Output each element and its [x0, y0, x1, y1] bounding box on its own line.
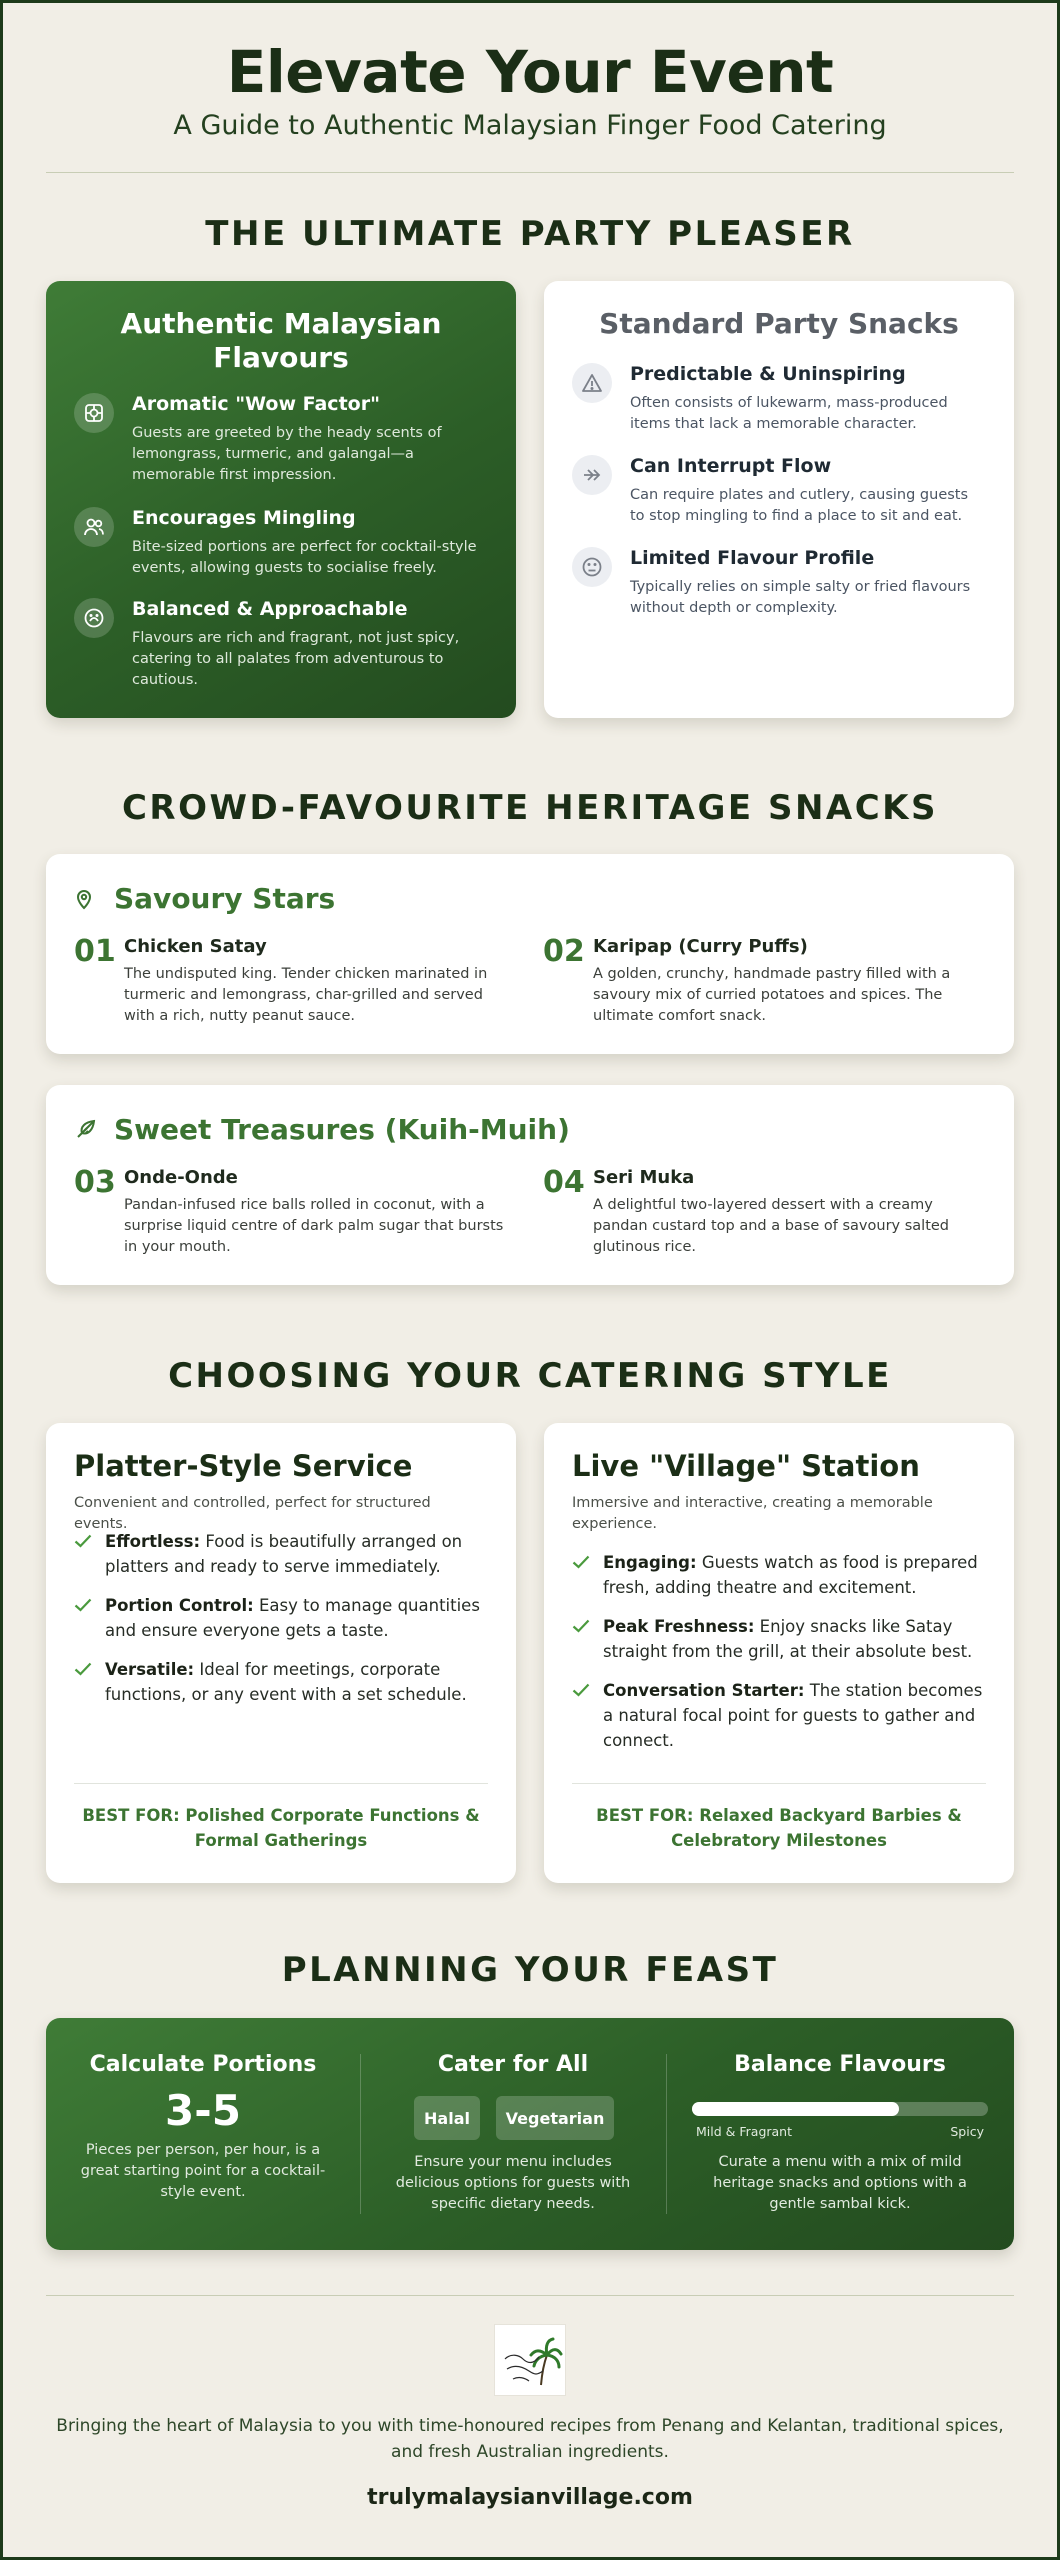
card-subtitle: Convenient and controlled, perfect for structured events. [74, 1495, 431, 1532]
standard-snacks-card [544, 281, 1014, 718]
snack-name: Onde-Onde [124, 1167, 238, 1188]
card-title: Live "Village" Station [572, 1449, 920, 1483]
feature-desc: Flavours are rich and fragrant, not just spicy, catering to all palates from adventurous to cautious. [132, 630, 460, 688]
card-title: Platter-Style Service [74, 1449, 413, 1483]
feature-title: Limited Flavour Profile [630, 547, 875, 569]
feature-desc: Bite-sized portions are perfect for cocktail-style events, allowing guests to socialise freely. [132, 539, 477, 576]
smile-icon [74, 598, 114, 638]
section-heading-heritage: CROWD-FAVOURITE HERITAGE SNACKS [121, 788, 939, 828]
halal-tag: Halal [414, 2096, 480, 2140]
balance-column [666, 2018, 1014, 2250]
card-title: Standard Party Snacks [599, 307, 959, 340]
benefit-label: Engaging: [603, 1553, 697, 1572]
sweet-treasures-card [46, 1085, 1014, 1285]
benefit-text: Enjoy snacks like Satay straight from the grill, at their absolute best. [603, 1617, 973, 1661]
feature-title: Balanced & Approachable [132, 598, 408, 620]
snack-name: Chicken Satay [124, 936, 267, 957]
check-icon [74, 1661, 94, 1680]
portion-number: 3-5 [165, 2086, 241, 2135]
benefit-label: Peak Freshness: [603, 1617, 755, 1636]
column-title: Cater for All [437, 2052, 589, 2077]
benefit-label: Conversation Starter: [603, 1681, 805, 1700]
savoury-stars-card [46, 854, 1014, 1054]
snack-number: 02 [543, 934, 585, 969]
platter-style-card [46, 1423, 516, 1883]
malaysian-flavours-card [46, 281, 516, 718]
check-icon [572, 1554, 592, 1573]
brand-logo [494, 2324, 566, 2396]
feature-title: Encourages Mingling [132, 507, 356, 529]
category-title: Savoury Stars [114, 882, 336, 915]
snack-desc: Pandan-infused rice balls rolled in coconut, with a surprise liquid centre of dark palm sugar that bursts in your mouth. [124, 1197, 504, 1255]
column-desc: Curate a menu with a mix of mild heritage snacks and options with a gentle sambal kick. [713, 2154, 967, 2212]
check-icon [74, 1597, 94, 1616]
feature-title: Predictable & Uninspiring [630, 363, 906, 385]
snack-name: Seri Muka [593, 1167, 695, 1188]
footer-tagline: Bringing the heart of Malaysia to you with time-honoured recipes from Penang and Kelantan, traditional spices, and fresh Australian ingredients. [56, 2416, 1004, 2462]
vegetarian-tag: Vegetarian [496, 2096, 614, 2140]
snack-number: 04 [543, 1165, 585, 1200]
feature-desc: Typically relies on simple salty or fried flavours without depth or complexity. [630, 579, 971, 616]
section-heading-pleaser: THE ULTIMATE PARTY PLEASER [205, 214, 855, 254]
feature-desc: Guests are greeted by the heady scents of lemongrass, turmeric, and galangal—a memorable first impression. [132, 425, 442, 483]
mild-label: Mild & Fragrant [696, 2124, 792, 2139]
best-for-label: BEST FOR: Polished Corporate Functions & Formal Gatherings [82, 1806, 480, 1850]
divider [46, 172, 1014, 173]
page-subtitle: A Guide to Authentic Malaysian Finger Food Catering [173, 110, 887, 141]
snack-number: 03 [74, 1165, 116, 1200]
benefit-label: Portion Control: [105, 1596, 254, 1615]
benefit-text: Guests watch as food is prepared fresh, adding theatre and excitement. [603, 1553, 978, 1597]
arrows-icon [572, 455, 612, 495]
location-pin-icon [74, 884, 102, 917]
category-heading [74, 882, 335, 917]
cater-column [360, 2018, 666, 2250]
portions-column [46, 2018, 360, 2250]
spice-level-bar [692, 2102, 988, 2116]
section-heading-planning: PLANNING YOUR FEAST [281, 1950, 779, 1990]
column-desc: Ensure your menu includes delicious options for guests with specific dietary needs. [395, 2154, 631, 2212]
card-subtitle: Immersive and interactive, creating a memorable experience. [572, 1495, 933, 1532]
snack-number: 01 [74, 934, 116, 969]
benefit-text: Ideal for meetings, corporate functions, or any event with a set schedule. [105, 1660, 467, 1704]
website-link[interactable]: trulymalaysianvillage.com [367, 2485, 693, 2510]
column-title: Calculate Portions [89, 2052, 317, 2077]
neutral-face-icon [572, 547, 612, 587]
benefit-text: The station becomes a natural focal point for guests to gather and connect. [603, 1681, 983, 1750]
benefit-text: Easy to manage quantities and ensure everyone gets a taste. [105, 1596, 480, 1640]
snack-desc: A golden, crunchy, handmade pastry filled with a savoury mix of curried potatoes and spices. The ultimate comfort snack. [593, 966, 951, 1024]
snack-desc: The undisputed king. Tender chicken marinated in turmeric and lemongrass, char-grilled and served with a rich, nutty peanut sauce. [124, 966, 488, 1024]
planning-panel [46, 2018, 1014, 2250]
page-title: Elevate Your Event [226, 38, 834, 106]
leaf-icon [74, 1115, 102, 1148]
divider [572, 1783, 986, 1784]
spice-icon [74, 393, 114, 433]
warning-icon [572, 363, 612, 403]
check-icon [572, 1618, 592, 1637]
section-heading-styles: CHOOSING YOUR CATERING STYLE [168, 1356, 892, 1396]
divider [74, 1783, 488, 1784]
check-icon [74, 1533, 94, 1552]
divider [46, 2295, 1014, 2296]
people-icon [74, 507, 114, 547]
snack-desc: A delightful two-layered dessert with a creamy pandan custard top and a base of savoury salted glutinous rice. [593, 1197, 950, 1255]
best-for-label: BEST FOR: Relaxed Backyard Barbies & Celebratory Milestones [596, 1806, 962, 1850]
card-title: Authentic Malaysian Flavours [120, 307, 442, 374]
feature-desc: Often consists of lukewarm, mass-produced items that lack a memorable character. [630, 395, 948, 432]
feature-title: Aromatic "Wow Factor" [132, 393, 380, 415]
benefit-text: Food is beautifully arranged on platters and ready to serve immediately. [105, 1532, 463, 1576]
spicy-label: Spicy [950, 2124, 984, 2139]
column-title: Balance Flavours [734, 2052, 946, 2077]
feature-desc: Can require plates and cutlery, causing guests to stop mingling to find a place to sit and eat. [630, 487, 969, 524]
benefit-label: Versatile: [105, 1660, 195, 1679]
village-station-card [544, 1423, 1014, 1883]
column-desc: Pieces per person, per hour, is a great starting point for a cocktail-style event. [80, 2142, 326, 2200]
feature-title: Can Interrupt Flow [630, 455, 832, 477]
spice-level-fill [692, 2102, 899, 2116]
benefit-label: Effortless: [105, 1532, 201, 1551]
category-title: Sweet Treasures (Kuih-Muih) [114, 1113, 570, 1146]
category-heading [74, 1113, 570, 1148]
snack-name: Karipap (Curry Puffs) [593, 936, 808, 957]
check-icon [572, 1682, 592, 1701]
